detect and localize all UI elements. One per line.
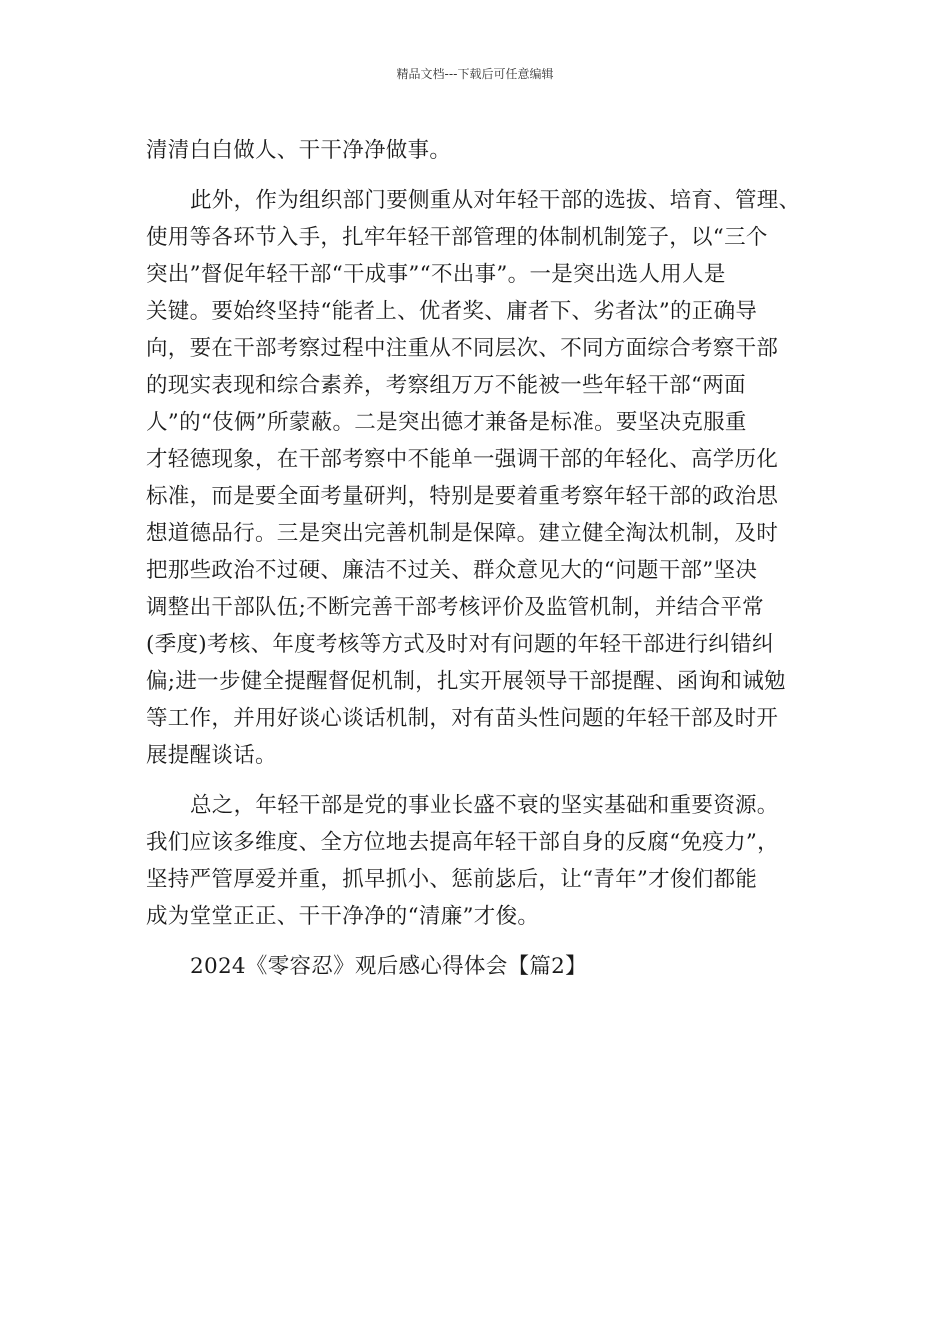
text-line: 想道德品行。三是突出完善机制是保障。建立健全淘汰机制，及时 xyxy=(146,521,779,546)
text-line: 等工作，并用好谈心谈话机制，对有苗头性问题的年轻干部及时开 xyxy=(146,706,779,731)
text-line: 使用等各环节入手，扎牢年轻干部管理的体制机制笼子，以“三个 xyxy=(146,225,768,250)
text-line: 把那些政治不过硬、廉洁不过关、群众意见大的“问题干部”坚决 xyxy=(146,558,758,583)
text-line: 突出”督促年轻干部“干成事”“不出事”。一是突出选人用人是 xyxy=(146,262,726,287)
document-body xyxy=(146,132,814,985)
text-line: 成为堂堂正正、干干净净的“清廉”才俊。 xyxy=(146,904,540,929)
section-heading xyxy=(146,948,814,985)
text-line: 的现实表现和综合素养，考察组万万不能被一些年轻干部“两面 xyxy=(146,373,746,398)
text-line: 标准，而是要全面考量研判，特别是要着重考察年轻干部的政治思 xyxy=(146,484,779,509)
section-title: 2024《零容忍》观后感心得体会【篇2】 xyxy=(190,954,587,979)
text-line: 向，要在干部考察过程中注重从不同层次、不同方面综合考察干部 xyxy=(146,336,779,361)
text-line: 关键。要始终坚持“能者上、优者奖、庸者下、劣者汰”的正确导 xyxy=(146,299,758,324)
paragraph-conclusion xyxy=(146,787,814,935)
paragraph-selection-mechanism xyxy=(146,182,814,774)
text-line: 坚持严管厚爱并重，抓早抓小、惩前毖后，让“青年”才俊们都能 xyxy=(146,867,758,892)
text-line: (季度)考核、年度考核等方式及时对有问题的年轻干部进行纠错纠 xyxy=(146,632,774,657)
text-line: 展提醒谈话。 xyxy=(146,743,277,768)
text-line: 我们应该多维度、全方位地去提高年轻干部自身的反腐“免疫力”， xyxy=(146,830,779,855)
paragraph-continuation xyxy=(146,132,814,169)
text-line: 偏;进一步健全提醒督促机制，扎实开展领导干部提醒、函询和诫勉 xyxy=(146,669,786,694)
text-line: 总之，年轻干部是党的事业长盛不衰的坚实基础和重要资源。 xyxy=(190,793,779,818)
page-header: 精品文档---下载后可任意编辑 xyxy=(396,67,554,81)
text-line: 调整出干部队伍;不断完善干部考核评价及监管机制，并结合平常 xyxy=(146,595,764,620)
text-line: 清清白白做人、干干净净做事。 xyxy=(146,138,452,163)
text-line: 人”的“伎俩”所蒙蔽。二是突出德才兼备是标准。要坚决克服重 xyxy=(146,410,747,435)
text-line: 才轻德现象，在干部考察中不能单一强调干部的年轻化、高学历化 xyxy=(146,447,779,472)
text-line: 此外，作为组织部门要侧重从对年轻干部的选拔、培育、管理、 xyxy=(190,188,801,213)
